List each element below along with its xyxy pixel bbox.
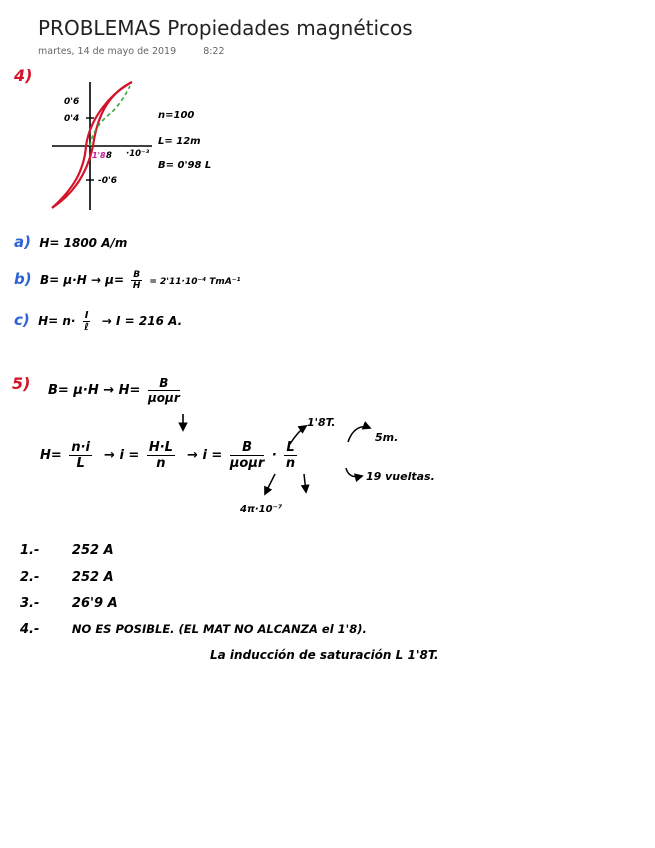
part-a-text: H= 1800 A/m bbox=[39, 236, 128, 250]
problem-4-number: 4) bbox=[14, 66, 33, 85]
graph-label-8: 8 bbox=[106, 151, 112, 161]
p5-line2-den4: n bbox=[285, 456, 296, 471]
answer-4 bbox=[20, 622, 367, 637]
answer-3-value: 26'9 A bbox=[71, 596, 118, 611]
p5-line1-num: B bbox=[148, 376, 180, 391]
given-b: B= 0'98 L bbox=[158, 160, 212, 171]
part-b-letter: b) bbox=[14, 270, 32, 288]
p5-line2-den1: L bbox=[76, 456, 85, 471]
answer-2-label: 2.- bbox=[20, 570, 40, 585]
page-time: 8:22 bbox=[203, 46, 225, 57]
graph-label-neg06: -0'6 bbox=[98, 176, 118, 186]
annot-b: 1'8T. bbox=[307, 416, 336, 429]
answer-3-label: 3.- bbox=[20, 596, 40, 611]
graph-label-18: 1'8 bbox=[92, 151, 106, 160]
part-b-num: B bbox=[133, 270, 141, 280]
part-c-rhs: → I = 216 A. bbox=[101, 314, 183, 328]
answer-1-label: 1.- bbox=[20, 543, 40, 558]
answer-2 bbox=[20, 570, 114, 585]
part-c-lhs: H= n· bbox=[38, 314, 76, 328]
part-b-lhs: B= μ·H → μ= bbox=[39, 273, 125, 287]
p5-line1-lhs: B= μ·H → H= bbox=[48, 383, 141, 398]
p5-line2-den3: μoμr bbox=[229, 456, 265, 471]
part-c-den: ℓ bbox=[84, 322, 89, 333]
answer-4-label: 4.- bbox=[20, 622, 40, 637]
p5-line2-den2: n bbox=[156, 456, 166, 471]
part-b-den: H bbox=[132, 281, 141, 291]
part-c-letter: c) bbox=[14, 311, 30, 329]
answer-1-value: 252 A bbox=[71, 543, 114, 558]
annot-l: 5m. bbox=[375, 431, 399, 444]
arrow-l bbox=[348, 427, 370, 442]
annot-mu0: 4π·10⁻⁷ bbox=[240, 504, 283, 515]
graph-label-04: 0'4 bbox=[64, 114, 80, 124]
arrow-b bbox=[290, 426, 306, 444]
p5-line2-times: · bbox=[271, 448, 277, 463]
graph-label-06: 0'6 bbox=[64, 97, 80, 107]
p5-line2-num2: H·L bbox=[148, 440, 173, 455]
answer-1 bbox=[20, 543, 114, 558]
saturation-note: La inducción de saturación L 1'8T. bbox=[210, 648, 439, 662]
p5-line2-part2-lhs: → i = bbox=[104, 448, 140, 463]
arrow-n bbox=[346, 468, 362, 477]
given-n: n=100 bbox=[158, 110, 195, 121]
arrow-mur bbox=[304, 474, 306, 492]
graph-label-unit: ·10⁻³ bbox=[126, 149, 150, 159]
answer-2-value: 252 A bbox=[71, 570, 114, 585]
p5-line2-num4: L bbox=[286, 440, 295, 455]
p5-line2-num3: B bbox=[230, 440, 264, 456]
page-date: martes, 14 de mayo de 2019 bbox=[38, 46, 177, 57]
p5-line2-part1-lhs: H= bbox=[40, 448, 62, 463]
part-c-num: I bbox=[84, 310, 89, 321]
p5-line1-den: μoμr bbox=[147, 391, 180, 405]
annot-n: 19 vueltas. bbox=[366, 470, 435, 483]
answer-3 bbox=[20, 596, 118, 611]
problem-5-number: 5) bbox=[12, 374, 31, 393]
answer-4-value: NO ES POSIBLE. (EL MAT NO ALCANZA el 1'8). bbox=[71, 622, 367, 636]
given-l: L= 12m bbox=[158, 136, 201, 147]
page-title: PROBLEMAS Propiedades magnéticos bbox=[38, 16, 413, 40]
p5-line2-num1: n·i bbox=[71, 440, 90, 455]
part-a-letter: a) bbox=[14, 233, 31, 251]
arrow-mu0 bbox=[265, 474, 275, 494]
p5-line2-part3-lhs: → i = bbox=[187, 448, 223, 463]
part-b-rhs: = 2'11·10⁻⁴ TmA⁻¹ bbox=[149, 277, 241, 287]
